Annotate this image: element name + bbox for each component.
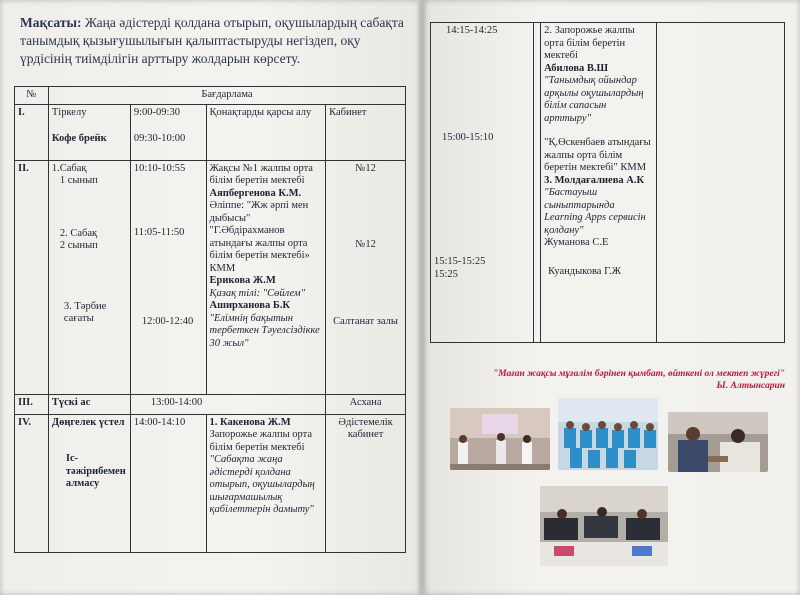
classroom-photo-2 (558, 398, 658, 470)
classroom-photo-2-image (558, 398, 658, 470)
teacher-name: Ерикова Ж.М (209, 275, 276, 286)
time-slot: 9:00-09:30 (133, 106, 180, 118)
lesson-topic: "Елімнің бақытын тербеткен Тәуелсіздікке 30 жыл" (209, 312, 320, 349)
school-name: "Қ.Өскенбаев атындағы жалпы орта білім беретін мектебі" КММ (544, 137, 651, 173)
row-description (206, 414, 326, 552)
row-time (130, 104, 206, 160)
lesson-label: 2. Сабақ (59, 227, 98, 239)
row-place (656, 23, 784, 343)
goal-paragraph (20, 14, 410, 68)
lesson-topic: "Бастауыш сыныптарында Learning Apps сервисін қолдану" (544, 187, 646, 236)
classroom-photo-1-image (450, 408, 550, 470)
table-row (15, 160, 406, 394)
row-time (130, 160, 206, 394)
program-table (14, 86, 406, 553)
classroom-photo-4-image (540, 486, 668, 566)
spacer-cell (534, 23, 541, 343)
lesson-topic: "Танымдық ойындар арқылы оқушылардың білім сапасын арттыру" (544, 75, 644, 124)
table-row (15, 414, 406, 552)
row-time (431, 23, 534, 343)
classroom-photo-1 (450, 408, 550, 470)
row-time: 14:00-14:10 (130, 414, 206, 552)
lesson-topic: Қазақ тілі: "Сөйлем" (209, 287, 306, 299)
time-slot: 10:10-10:55 (133, 162, 186, 174)
goal-text: Жаңа әдістерді қолдана отырып, оқушылардың сабақта танымдық қызығушылығын қалыптастыруды негіздеп, оқу үрдісінің тиімділігін арттыру жолдарын көрсету. (20, 15, 404, 66)
table-row (15, 104, 406, 160)
header-number: № (15, 87, 49, 105)
closing-speaker: Жуманова С.Е (544, 237, 609, 248)
room-number: №12 (355, 162, 376, 174)
time-slot: 12:00-12:40 (141, 315, 194, 327)
teacher-name: 1. Какенова Ж.М (209, 416, 291, 428)
goal-label: Мақсаты: (20, 15, 82, 30)
row-description: Қонақтарды қарсы алу (206, 104, 326, 160)
row-place (326, 160, 406, 394)
row-number: I. (15, 104, 49, 160)
classroom-photo-3 (668, 412, 768, 472)
registration-label: Тіркелу (51, 106, 87, 118)
row-number: IV. (15, 414, 49, 552)
row-description (206, 160, 326, 394)
time-slot: 11:05-11:50 (133, 227, 185, 238)
row-time: 13:00-14:00 (130, 394, 325, 414)
experience-exchange-label: Іс-тәжірибемен алмасу (65, 453, 126, 489)
lesson-class: сағаты (63, 313, 94, 324)
quote-text: "Маған жақсы мұғалім бәрінен қымбат, өйткені ол мектеп жүрегі" (492, 369, 785, 379)
lesson-label: 3. Тәрбие (63, 300, 107, 312)
table-header-row (15, 87, 406, 105)
table-row (431, 23, 785, 343)
teacher-name: Аяпбергенова К.М. (209, 187, 302, 199)
coffee-break-label: Кофе брейк (51, 133, 107, 144)
row-place: Асхана (326, 394, 406, 414)
time-slot: 15:25 (434, 268, 458, 280)
time-slot: 15:00-15:10 (442, 131, 494, 143)
classroom-photo-3-image (668, 412, 768, 472)
row-number: II. (15, 160, 49, 394)
time-slot: 14:15-14:25 (446, 25, 498, 36)
row-number: III. (15, 394, 49, 414)
row-place: Кабинет (326, 104, 406, 160)
hall-name: Салтанат залы (333, 315, 398, 327)
school-name: Жақсы №1 жалпы орта білім беретін мектебі (209, 162, 313, 186)
program-table-continued (430, 22, 785, 343)
lesson-class: 2 сынып (59, 240, 98, 251)
quote-author: Ы. Алтынсарин (716, 381, 785, 391)
row-place: Әдістемелік кабинет (326, 414, 406, 552)
school-name: 2. Запорожье жалпы орта білім беретін мектебі (544, 25, 635, 61)
row-label (48, 104, 130, 160)
lesson-label: 1.Сабақ (51, 162, 87, 174)
teacher-name: Аширханова Б.К (209, 300, 290, 311)
room-number: №12 (355, 239, 376, 250)
lesson-topic: Әліппе: "Жж әрпі мен дыбысы" (209, 200, 309, 224)
table-row (15, 394, 406, 414)
row-description (541, 23, 657, 343)
closing-speaker: Куандыкова Г.Ж (548, 265, 621, 277)
school-name: Запорожье жалпы орта білім беретін мектебі (209, 429, 313, 453)
quote (470, 368, 785, 392)
time-slot: 09:30-10:00 (133, 133, 186, 144)
row-label (48, 414, 130, 552)
school-name: "Г.Әбдірахманов атындағы жалпы орта білім беретін мектебі» КММ (209, 225, 310, 274)
header-program: Бағдарлама (48, 87, 405, 105)
round-table-label: Дөңгелек үстел (51, 416, 125, 428)
row-label: Түскі ас (48, 394, 130, 414)
lesson-class: 1 сынып (59, 175, 98, 186)
teacher-name: Абилова В.Ш (544, 62, 609, 74)
classroom-photo-4 (540, 486, 668, 566)
row-label (48, 160, 130, 394)
time-slot: 15:15-15:25 (434, 256, 486, 267)
lesson-topic: "Сабақта жаңа әдістерді қолдана отырып, оқушылардың шығармашылық қабілеттерін дамыту" (209, 454, 315, 515)
teacher-name: 3. Молдағалиева А.К (544, 174, 645, 186)
